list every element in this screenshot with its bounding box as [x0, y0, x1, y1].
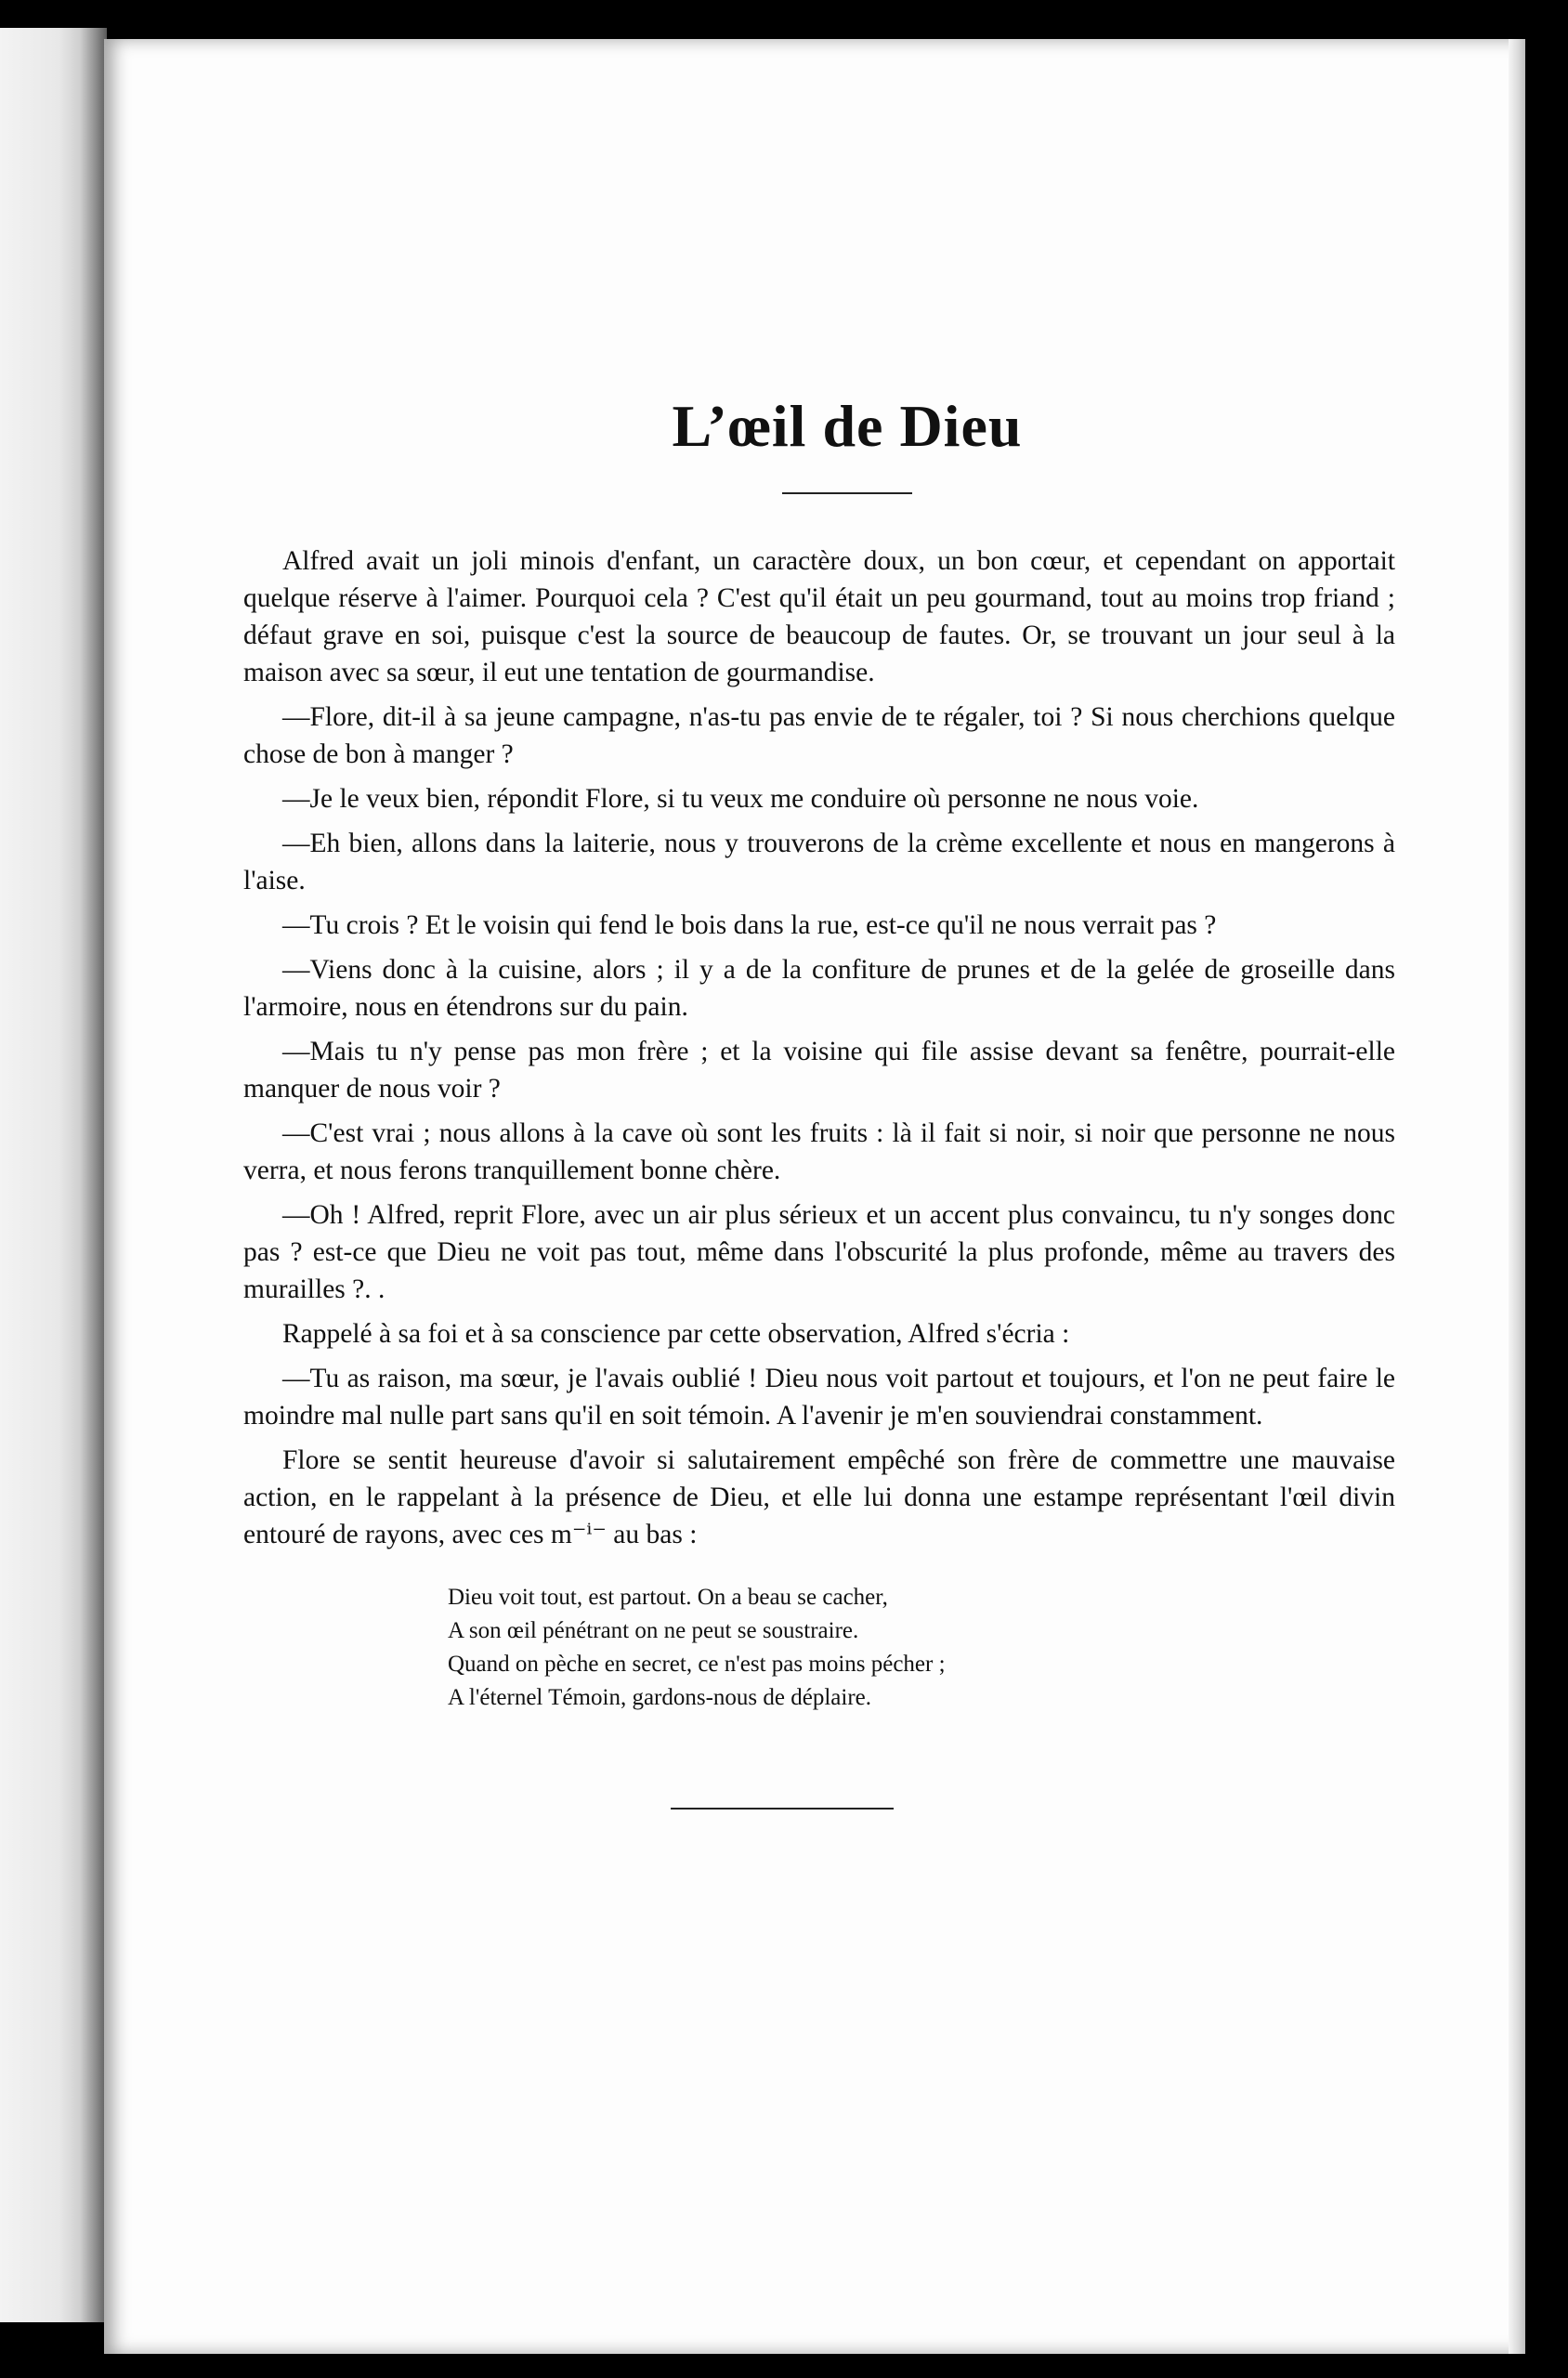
paragraph-3: —Je le veux bien, répondit Flore, si tu veux me conduire où personne ne nous voie.: [282, 784, 1199, 814]
paragraph-6: —Viens donc à la cuisine, alors ; il y a de la confiture de prunes et de la gelée de groseille dans l'armoire, nous en étendrons sur du pain.: [243, 955, 1395, 1022]
paragraph-12: Flore se sentit heureuse d'avoir si salutairement empêché son frère de commettre une mauvaise action, en le rappelant à la présence de Dieu, et elle lui donna une estampe représentant l'œil divin entouré de rayons, avec ces m⁻ⁱ⁻ au bas :: [243, 1445, 1395, 1549]
paragraph-4: —Eh bien, allons dans la laiterie, nous y trouverons de la crème excellente et nous en mangerons à l'aise.: [243, 829, 1395, 895]
verse-line-3: Quand on pèche en secret, ce n'est pas moins pécher ;: [448, 1652, 946, 1677]
right-page-edge: [1509, 39, 1525, 2354]
page-content: [243, 392, 1395, 1810]
book-page: [104, 39, 1525, 2354]
paragraph-1: Alfred avait un joli minois d'enfant, un caractère doux, un bon cœur, et cependant on apportait quelque réserve à l'aimer. Pourquoi cela ? C'est qu'il était un peu gourmand, tout au moins trop friand ; défaut grave en soi, puisque c'est la source de beaucoup de fautes. Or, se trouvant un jour seul à la maison avec sa sœur, il eut une tentation de gourmandise.: [243, 546, 1395, 687]
verse-line-2: A son œil pénétrant on ne peut se soustraire.: [448, 1618, 859, 1643]
paragraph-5: —Tu crois ? Et le voisin qui fend le bois dans la rue, est-ce qu'il ne nous verrait pas ?: [282, 910, 1217, 940]
paragraph-7: —Mais tu n'y pense pas mon frère ; et la voisine qui file assise devant sa fenêtre, pourrait-elle manquer de nous voir ?: [243, 1037, 1395, 1104]
verse-line-1: Dieu voit tout, est partout. On a beau se cacher,: [448, 1585, 888, 1610]
paragraph-2: —Flore, dit-il à sa jeune campagne, n'as-tu pas envie de te régaler, toi ? Si nous cherchions quelque chose de bon à manger ?: [243, 702, 1395, 769]
page-title: L’œil de Dieu: [672, 393, 1023, 459]
closing-divider: [671, 1808, 894, 1810]
paragraph-8: —C'est vrai ; nous allons à la cave où sont les fruits : là il fait si noir, si noir que personne ne nous verra, et nous ferons tranquillement bonne chère.: [243, 1118, 1395, 1185]
paragraph-9: —Oh ! Alfred, reprit Flore, avec un air plus sérieux et un accent plus convaincu, tu n'y songes donc pas ? est-ce que Dieu ne voit pas tout, même dans l'obscurité la plus profonde, même au travers des murailles ?. .: [243, 1200, 1395, 1304]
left-page-edge: [0, 28, 107, 2322]
paragraph-10: Rappelé à sa foi et à sa conscience par cette observation, Alfred s'écria :: [282, 1319, 1070, 1349]
title-divider: [782, 492, 912, 494]
verse-block: [448, 1581, 1395, 1715]
paragraph-11: —Tu as raison, ma sœur, je l'avais oublié ! Dieu nous voit partout et toujours, et l'on ne peut faire le moindre mal nulle part sans qu'il en soit témoin. A l'avenir je m'en souviendrai constamment.: [243, 1364, 1395, 1431]
verse-line-4: A l'éternel Témoin, gardons-nous de déplaire.: [448, 1685, 871, 1710]
